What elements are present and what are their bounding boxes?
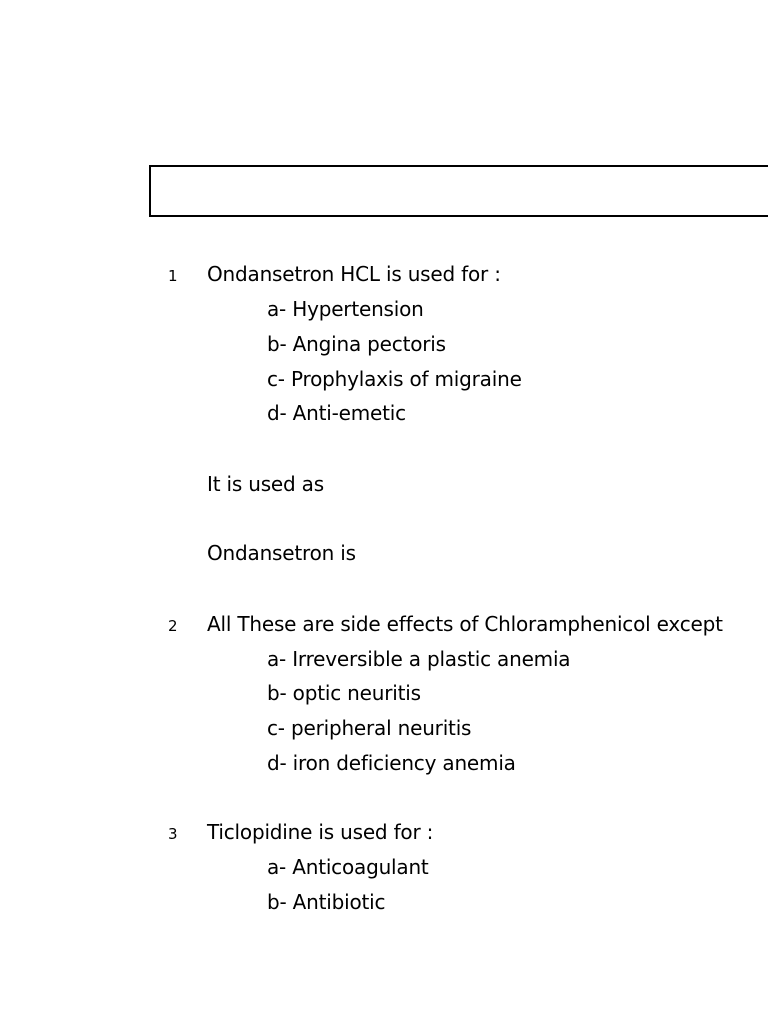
question-number: 3 [168,825,178,843]
option-c: c- Prophylaxis of migraine [267,367,522,391]
question-number: 2 [168,617,178,635]
option-c: c- peripheral neuritis [267,716,472,740]
option-a: a- Irreversible a plastic anemia [267,647,571,671]
answer-note: It is used as [207,472,324,496]
question-text: All These are side effects of Chloramphenicol except [207,612,723,636]
question-number: 1 [168,267,178,285]
option-d: d- Anti-emetic [267,401,406,425]
question-text: Ticlopidine is used for : [207,820,434,844]
option-b: b- optic neuritis [267,681,421,705]
answer-note: Ondansetron is [207,541,356,565]
option-a: a- Anticoagulant [267,855,429,879]
option-a: a- Hypertension [267,297,424,321]
option-d: d- iron deficiency anemia [267,751,516,775]
header-box [149,165,768,217]
option-b: b- Angina pectoris [267,332,446,356]
option-b: b- Antibiotic [267,890,386,914]
question-text: Ondansetron HCL is used for : [207,262,501,286]
